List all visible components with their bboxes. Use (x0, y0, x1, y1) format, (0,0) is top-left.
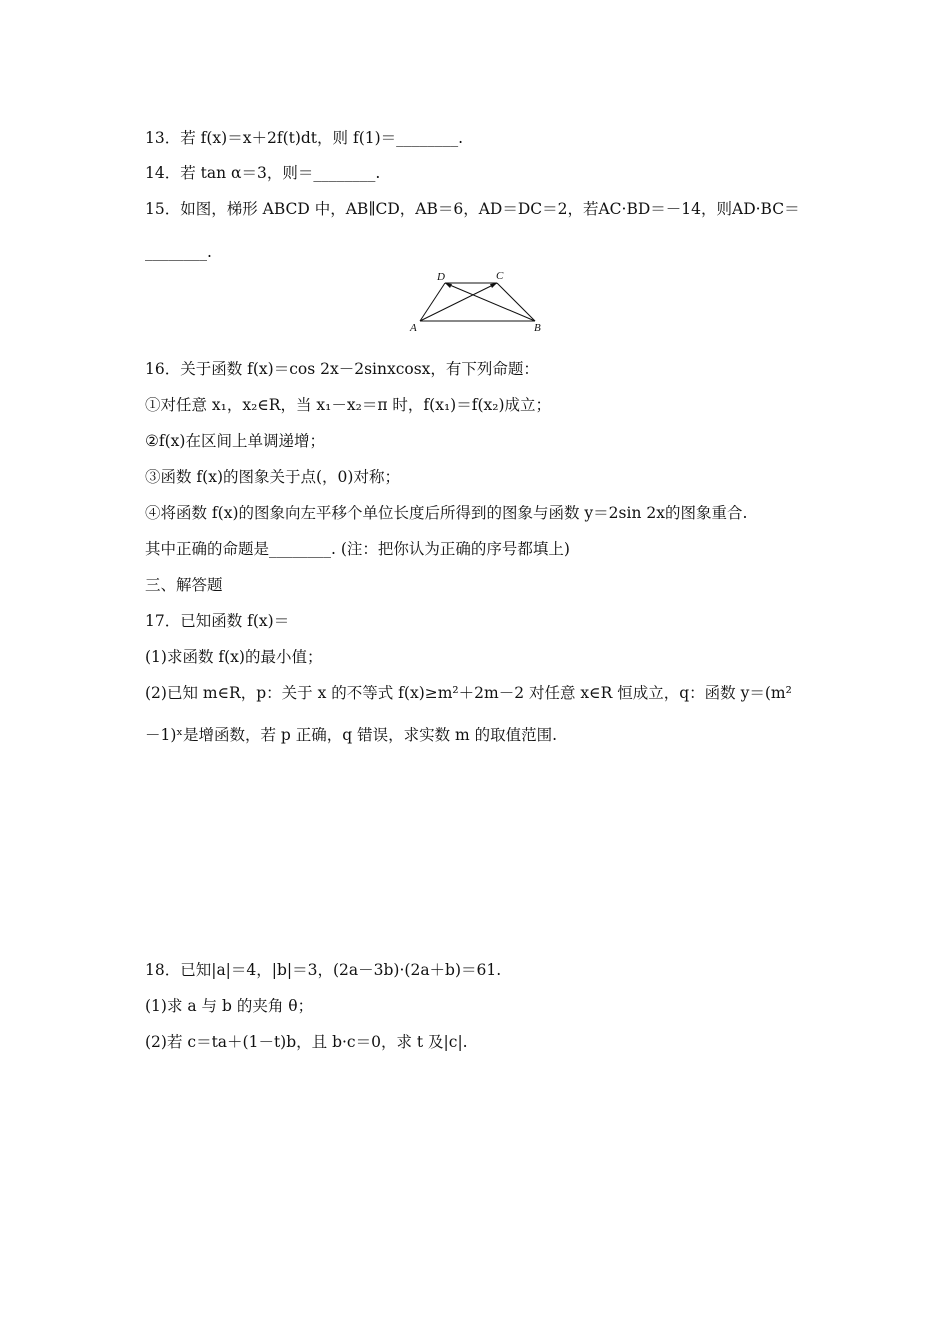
problem-15-line1: 15．如图，梯形 ABCD 中，AB∥CD，AB＝6，AD＝DC＝2，若AC·BD＝－14，则AD·BC＝ (145, 200, 800, 218)
problem-16-item2: ②f(x)在区间上单调递增； (145, 432, 325, 450)
problem-17-part2-line1: (2)已知 m∈R，p：关于 x 的不等式 f(x)≥m²＋2m－2 对任意 x∈R 恒成立，q：函数 y＝(m² (145, 684, 792, 702)
arrowhead-d (445, 283, 452, 288)
problem-17-part1: (1)求函数 f(x)的最小值； (145, 648, 323, 666)
problem-14: 14．若 tan α＝3，则＝________. (145, 164, 381, 182)
label-b: B (534, 322, 541, 334)
problem-18-part1: (1)求 a 与 b 的夹角 θ； (145, 997, 314, 1015)
arrowhead-c (490, 283, 497, 288)
problem-18-intro: 18．已知|a|＝4，|b|＝3，(2a－3b)·(2a＋b)＝61. (145, 961, 502, 979)
section-heading: 三、解答题 (145, 576, 223, 594)
edge-bc (497, 283, 535, 321)
problem-17-intro: 17．已知函数 f(x)＝ (145, 612, 290, 630)
label-d: D (437, 271, 445, 283)
problem-13: 13．若 f(x)＝x＋2f(t)dt，则 f(1)＝________. (145, 129, 464, 147)
problem-16-item1: ①对任意 x₁，x₂∈R，当 x₁－x₂＝π 时，f(x₁)＝f(x₂)成立； (145, 396, 552, 414)
problem-16-intro: 16．关于函数 f(x)＝cos 2x－2sinxcosx，有下列命题： (145, 360, 539, 378)
label-c: C (496, 270, 504, 282)
problem-16-item3: ③函数 f(x)的图象关于点(，0)对称； (145, 468, 400, 486)
problem-18-part2: (2)若 c＝ta＋(1－t)b，且 b·c＝0，求 t 及|c|. (145, 1033, 468, 1051)
problem-15-line2: ________. (145, 243, 212, 261)
problem-17-part2-line2: －1)ˣ是增函数，若 p 正确，q 错误，求实数 m 的取值范围. (145, 726, 558, 744)
trapezoid-figure (405, 268, 555, 336)
label-a: A (410, 322, 417, 334)
problem-16-item4: ④将函数 f(x)的图象向左平移个单位长度后所得到的图象与函数 y＝2sin 2x的图象重合. (145, 504, 748, 522)
problem-16-question: 其中正确的命题是________. (注：把你认为正确的序号都填上) (145, 540, 570, 558)
